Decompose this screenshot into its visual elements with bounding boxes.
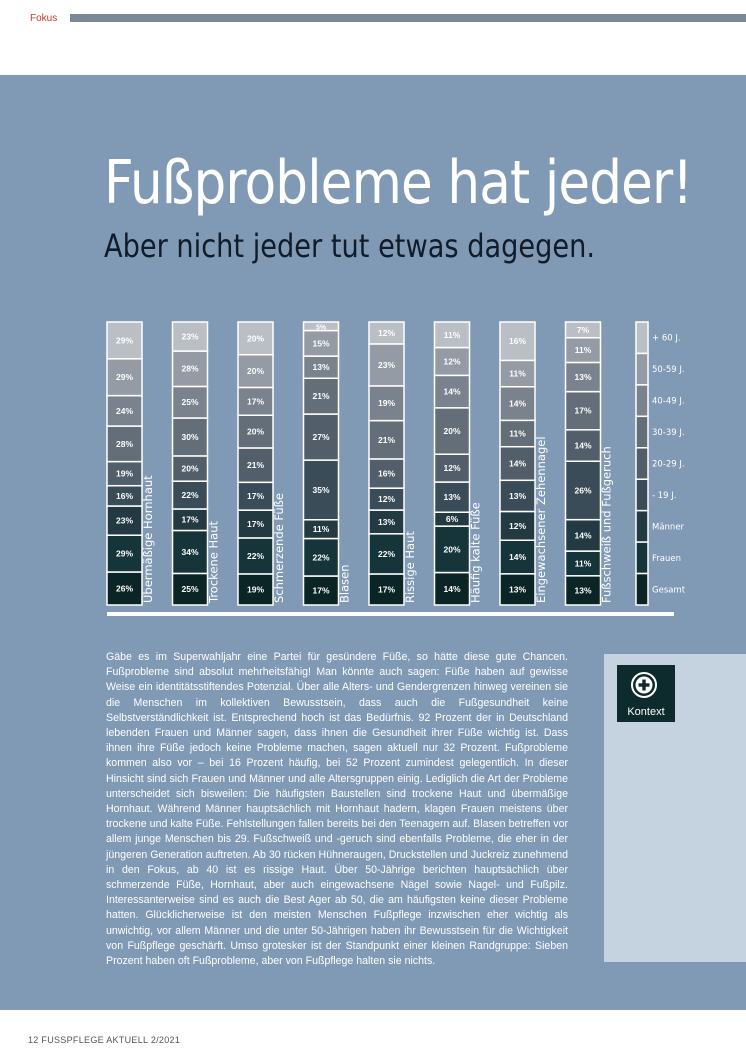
data-label: 14% [574, 530, 592, 541]
data-label: 26% [115, 583, 134, 594]
data-label: 11% [509, 368, 526, 379]
data-label: 12% [443, 356, 461, 367]
data-label: 28% [181, 363, 199, 374]
data-label: 13% [443, 492, 461, 503]
data-label: 11% [509, 428, 526, 439]
data-label: 14% [443, 583, 461, 594]
legend-swatch [636, 574, 648, 605]
bar-stack [369, 322, 404, 605]
category-label: Fußschweiß und Fußgeruch [599, 446, 614, 603]
data-label: 14% [574, 440, 592, 451]
data-label: 13% [574, 585, 592, 596]
data-label: 22% [181, 490, 199, 501]
legend-swatch [636, 353, 648, 384]
legend-swatch [636, 322, 648, 353]
bar-stack [304, 322, 339, 605]
chart-baseline [107, 612, 674, 616]
subheadline: Aber nicht jeder tut etwas dagegen. [104, 227, 596, 265]
data-label: 11% [443, 329, 461, 340]
context-label: Kontext [627, 706, 665, 718]
data-label: 16% [377, 468, 396, 479]
data-label: 23% [181, 331, 199, 342]
context-sidebar [604, 654, 746, 962]
data-label: 29% [115, 548, 134, 559]
data-label: 16% [508, 336, 527, 347]
data-label: 30% [181, 431, 199, 442]
data-label: 19% [246, 584, 265, 595]
data-label: 25% [181, 584, 199, 595]
category-label: Eingewachsener Zehennagel [534, 436, 548, 603]
bar-stack [435, 322, 470, 605]
article-body: Gäbe es im Superwahljahr eine Partei für gesündere Füße, so hätte diese gute Chancen. Fußprobleme sind absolut mehrheitsfähig! Man könnte auch sagen: Füße haben auf gewisse Weise ein identitätsstiftendes Potenzial. Über alle Alters- und Gendergrenzen hinweg vereinen sie die Menschen im kollektiven Bewusstsein, dass auch die Fußgesundheit keine Selbstverständlichkeit ist. Entsprechend hoch ist das Bedürfnis. 92 Prozent der in Deutschland lebenden Frauen und Männer sagen, dass ihnen die Gesundheit ihrer Füße wichtig ist. Dass ihnen ihre Füße jedoch keine Probleme machen, sagen aktuell nur 32 Prozent. Fußprobleme kommen also vor – bei 16 Prozent häufig, bei 52 Prozent zumindest gelegentlich. In dieser Hinsicht sind sich Frauen und Männer und alle Altersgruppen einig. Lediglich die Art der Probleme unterscheidet sich bisweilen: Die häufigsten Baustellen sind trockene Haut und übermäßige Hornhaut. Während Männer hauptsächlich mit Hornhaut hadern, klagen Frauen meistens über trockene und kalte Füße. Fehlstellungen fallen bereits bei den Teenagern auf. Blasen betreffen vor allem junge Menschen bis 29. Fußschweiß und -geruch sind ebenfalls Probleme, die eher in der jüngeren Generation auftreten. Ab 30 rücken Hühneraugen, Druckstellen und Juckreiz zunehmend in den Fokus, ab 40 ist es rissige Haut. Über 50-Jährige berichten hauptsächlich über schmerzende Füße, Hornhaut, aber auch eingewachsene Nägel sowie Nagel- und Fußpilz. Interessanterweise sind es auch die Best Ager ab 50, die am häufigsten keine dieser Probleme hatten. Glücklicherweise ist den meisten Menschen Fußpflege inzwischen eher wichtig als unwichtig, vor allem Männer und die unter 50-Jährigen haben ihr Bewusstsein für die Wichtigkeit von Fußpflege geschärft. Umso grotesker ist der Standpunkt einer kleinen Randgruppe: Sieben Prozent haben oft Fußprobleme, aber von Fußpflege halten sie nichts. [106, 651, 568, 968]
data-label: 6% [445, 514, 459, 525]
legend-label: Frauen [652, 553, 681, 564]
bar-stack [238, 322, 273, 605]
category-label: Trockene Haut [206, 520, 221, 603]
data-label: 29% [115, 372, 134, 383]
data-label: 19% [115, 468, 134, 479]
data-label: 20% [246, 426, 265, 437]
data-label: 22% [377, 548, 396, 559]
data-label: 25% [181, 397, 199, 408]
data-label: 26% [574, 485, 592, 496]
data-label: 15% [312, 338, 330, 349]
legend-label: 20-29 J. [652, 459, 685, 470]
legend-swatch [636, 416, 648, 447]
data-label: 20% [443, 544, 461, 555]
legend-swatch [636, 385, 648, 416]
data-label: 14% [508, 458, 527, 469]
legend-label: Männer [652, 522, 685, 533]
section-label: Fokus [30, 13, 58, 24]
legend-swatch [636, 448, 648, 479]
data-label: 17% [246, 491, 265, 502]
page-footer: 12 FUSSPFLEGE AKTUELL 2/2021 [28, 1035, 181, 1045]
legend-swatch [636, 542, 648, 573]
data-label: 13% [574, 372, 592, 383]
bar-stack [173, 322, 208, 605]
data-label: 20% [181, 463, 199, 474]
data-label: 12% [508, 520, 527, 531]
category-label: Häufig kalte Füße [468, 502, 483, 603]
stacked-bar-chart [0, 75, 746, 635]
legend-label: Gesamt [652, 585, 686, 596]
data-label: 27% [312, 432, 330, 443]
data-label: 20% [443, 426, 461, 437]
data-label: 21% [246, 460, 265, 471]
page-header [0, 0, 746, 75]
header-rule [70, 14, 746, 22]
data-label: 24% [115, 405, 134, 416]
category-label: Übermäßige Hornhaut [141, 475, 155, 603]
legend-label: - 19 J. [652, 490, 677, 501]
data-label: 20% [246, 333, 265, 344]
data-label: 7% [576, 324, 590, 335]
data-label: 13% [508, 490, 527, 501]
data-label: 13% [377, 516, 396, 527]
data-label: 35% [312, 484, 330, 495]
bar-stack [500, 322, 535, 605]
data-label: 11% [574, 558, 592, 569]
data-label: 13% [508, 584, 527, 595]
data-label: 28% [115, 438, 134, 449]
data-label: 12% [377, 494, 396, 505]
data-label: 22% [312, 552, 330, 563]
bar-stack [566, 322, 601, 605]
data-label: 21% [377, 434, 396, 445]
data-label: 21% [312, 391, 330, 402]
legend-label: 40-49 J. [652, 396, 685, 407]
data-label: 22% [246, 550, 265, 561]
legend-swatch [636, 511, 648, 542]
feature-panel [0, 75, 746, 1010]
data-label: 23% [115, 515, 134, 526]
data-label: 20% [246, 366, 265, 377]
bar-stack [107, 322, 142, 605]
data-label: 19% [377, 398, 396, 409]
category-label: Schmerzende Füße [272, 493, 286, 603]
plus-circle-icon [630, 671, 658, 699]
data-label: 17% [574, 405, 592, 416]
data-label: 29% [115, 335, 134, 346]
data-label: 23% [377, 359, 396, 370]
data-label: 14% [508, 398, 527, 409]
data-label: 17% [312, 585, 330, 596]
data-label: 17% [246, 519, 265, 530]
legend-label: 50-59 J. [652, 365, 685, 376]
data-label: 14% [508, 552, 527, 563]
category-label: Rissige Haut [403, 531, 417, 603]
data-label: 17% [377, 584, 396, 595]
legend-label: + 60 J. [652, 333, 681, 344]
data-label: 11% [312, 524, 330, 535]
legend-label: 30-39 J. [652, 428, 685, 439]
data-label: 14% [443, 386, 461, 397]
category-label: Blasen [337, 564, 352, 603]
legend-swatch [636, 479, 648, 510]
data-label: 17% [246, 396, 265, 407]
context-button[interactable] [617, 665, 675, 722]
data-label: 12% [443, 463, 461, 474]
data-label: 16% [115, 490, 134, 501]
data-label: 12% [377, 327, 396, 338]
data-label: 13% [312, 362, 330, 373]
data-label: 34% [181, 546, 199, 557]
headline: Fußprobleme hat jeder! [104, 148, 693, 218]
data-label: 17% [181, 514, 199, 525]
data-label: 5% [315, 324, 327, 332]
data-label: 11% [574, 345, 592, 356]
